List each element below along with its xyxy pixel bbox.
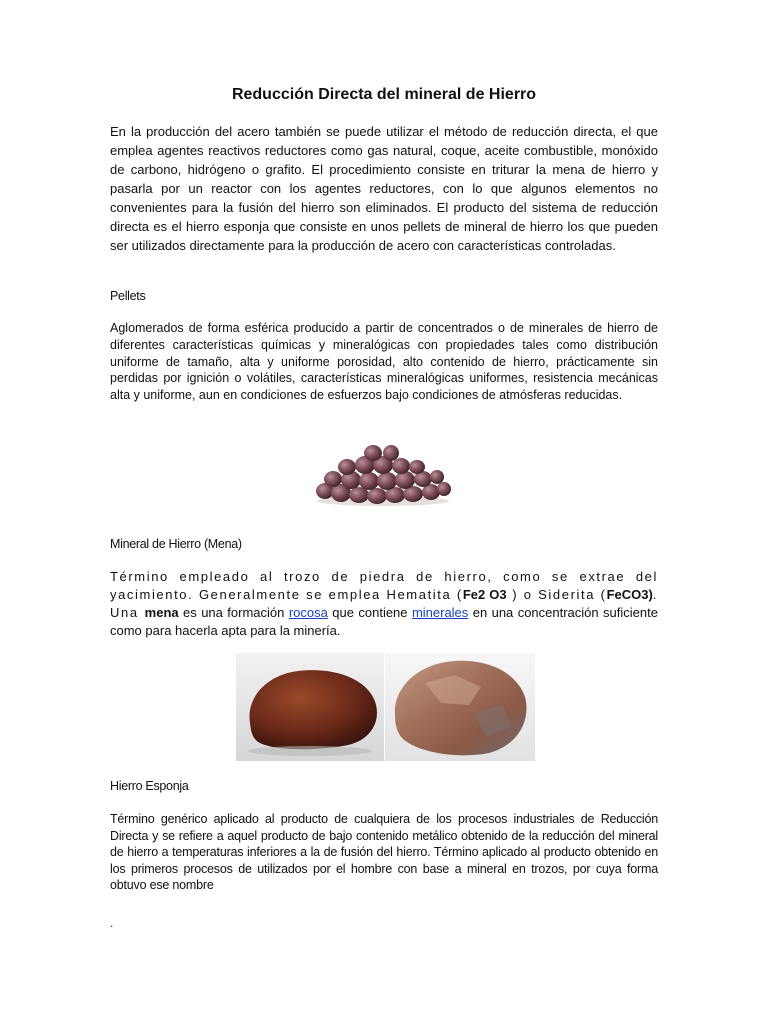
mena-heading: Mineral de Hierro (Mena) xyxy=(110,537,242,551)
mena-term: mena xyxy=(144,605,179,620)
hematite-ore-image xyxy=(236,653,384,761)
mena-formula-hematite: Fe2 O3 xyxy=(462,587,507,602)
mena-text-3: . Una xyxy=(110,587,659,620)
mena-text-1: Término empleado al trozo de piedra de hierro, como se extrae del yacimiento. Generalmente se emplea Hematita ( xyxy=(110,569,658,602)
esponja-paragraph: Término genérico aplicado al producto de cualquiera de los procesos industriales de Reducción Directa y se refiere a aquel producto de bajo contenido metálico obtenido de la reducción del mineral de hierro a temperaturas inferiores a la de fusión del hierro. Término aplicado al producto obtenido en los primeros procesos de utilizados por el hombre con base a mineral en trozos, por cuya forma obtuvo ese nombre xyxy=(110,812,658,892)
trailing-mark: . xyxy=(110,916,114,930)
mena-formula-siderite: FeCO3) xyxy=(606,587,653,602)
mena-text-2: ) o Siderita ( xyxy=(506,587,607,602)
minerales-link[interactable]: minerales xyxy=(411,605,469,620)
mena-paragraph xyxy=(110,568,658,640)
pellets-heading: Pellets xyxy=(110,289,146,303)
page-title: Reducción Directa del mineral de Hierro xyxy=(231,86,537,103)
mena-text-4: es una formación xyxy=(178,605,289,620)
esponja-heading: Hierro Esponja xyxy=(110,779,189,793)
rocosa-link[interactable]: rocosa xyxy=(288,605,328,620)
pellets-image xyxy=(313,443,453,507)
pellets-paragraph: Aglomerados de forma esférica producido a partir de concentrados o de minerales de hierro de diferentes características químicas y mineralógicas con propiedades tales como distribución uniforme de tamaño, alta y uniforme porosidad, alto contenido de hierro, prácticamente sin perdidas por ignición o volátiles, características mineralógicas uniformes, resistencia mecánicas alta y uniforme, aun en condiciones de esfuerzos bajo condiciones de atmósferas reducidas. xyxy=(110,321,658,403)
mena-text-5: que contiene xyxy=(327,605,412,620)
intro-paragraph: En la producción del acero también se puede utilizar el método de reducción directa, el que emplea agentes reactivos reductores como gas natural, coque, aceite combustible, monóxido de carbono, hidrógeno o grafito. El procedimiento consiste en triturar la mena de hierro y pasarla por un reactor con los agentes reductores, con lo que algunos elementos no convenientes para la fusión del hierro son eliminados. El producto del sistema de reducción directa es el hierro esponja que consiste en unos pellets de mineral de hierro los que pueden ser utilizados directamente para la producción de acero con características controladas. xyxy=(110,124,658,253)
siderite-ore-image xyxy=(385,653,535,761)
mena-text-6: en una concentración suficiente como para hacerla apta para la minería. xyxy=(110,605,658,638)
